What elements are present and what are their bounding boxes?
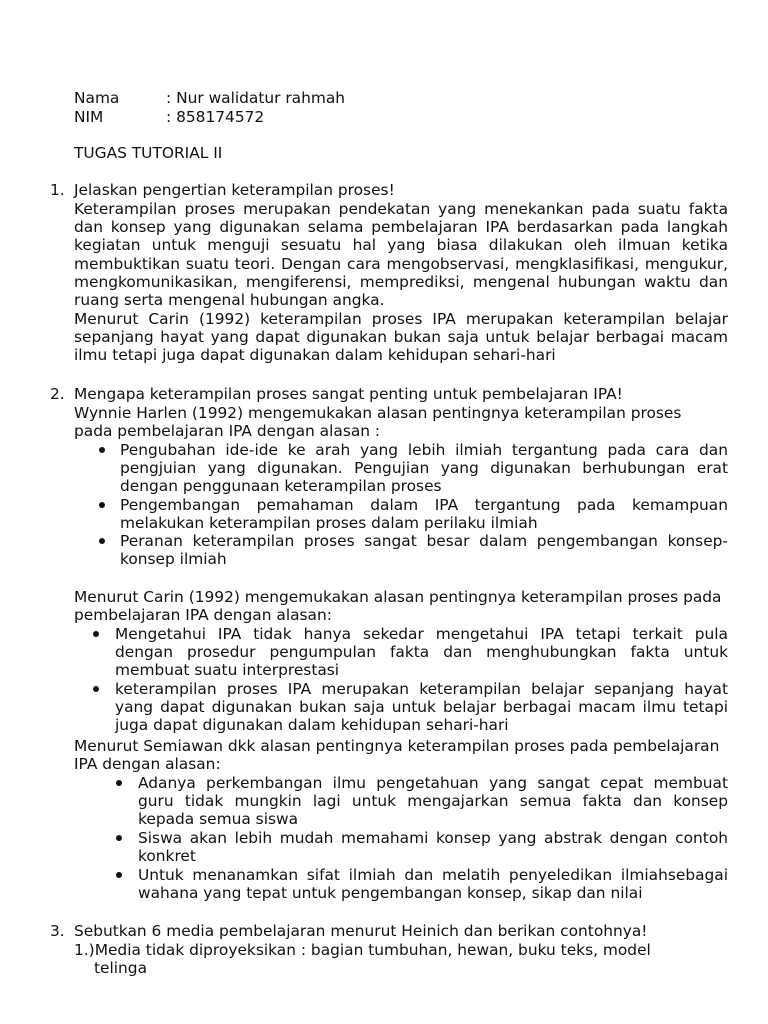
paragraph-line: kegiatan untuk menguji sesuatu hal yang biasa dilakukan oleh ilmuan ketika bbox=[74, 236, 728, 254]
list-item-line: Adanya perkembangan ilmu pengetahuan yang sangat cepat membuat bbox=[138, 774, 728, 792]
question-text: Mengapa keterampilan proses sangat penting untuk pembelajaran IPA! bbox=[74, 385, 623, 403]
list-item-line: Untuk menanamkan sifat ilmiah dan melatih penyeledikan ilmiahsebagai bbox=[138, 866, 728, 884]
list-item-line: juga dapat digunakan dalam kehidupan sehari-hari bbox=[115, 716, 509, 734]
nim-value: : 858174572 bbox=[166, 108, 265, 126]
paragraph-line: ruang serta mengenal hubungan angka. bbox=[74, 291, 385, 309]
bullet-icon bbox=[99, 502, 105, 508]
bullet-icon bbox=[116, 872, 122, 878]
list-item-line: kepada semua siswa bbox=[138, 810, 299, 828]
paragraph-line: Menurut Semiawan dkk alasan pentingnya keterampilan proses pada pembelajaran bbox=[74, 737, 720, 755]
paragraph-line: Wynnie Harlen (1992) mengemukakan alasan pentingnya keterampilan proses bbox=[74, 404, 682, 422]
list-item-line: wahana yang tepat untuk pengembangan konsep, sikap dan nilai bbox=[138, 884, 643, 902]
bullet-icon bbox=[116, 780, 122, 786]
list-item-line: melakukan keterampilan proses dalam perilaku ilmiah bbox=[120, 514, 538, 532]
page-title: TUGAS TUTORIAL II bbox=[74, 144, 223, 162]
nim-label: NIM bbox=[74, 108, 104, 126]
bullet-icon bbox=[99, 538, 105, 544]
nama-label: Nama bbox=[74, 89, 120, 107]
paragraph-line: Menurut Carin (1992) keterampilan proses IPA merupakan keterampilan belajar bbox=[74, 310, 728, 328]
bullet-icon bbox=[99, 447, 105, 453]
paragraph-line: pembelajaran IPA dengan alasan: bbox=[74, 606, 332, 624]
paragraph-line: membuktikan suatu teori. Dengan cara mengobservasi, mengklasifikasi, mengukur, bbox=[74, 255, 728, 273]
list-item-line: konkret bbox=[138, 847, 196, 865]
paragraph-line: ilmu tetapi juga dapat digunakan dalam kehidupan sehari-hari bbox=[74, 346, 556, 364]
list-item-line: konsep ilmiah bbox=[120, 550, 227, 568]
paragraph-line: Menurut Carin (1992) mengemukakan alasan pentingnya keterampilan proses pada bbox=[74, 588, 722, 606]
list-item-line: 1.)Media tidak diproyeksikan : bagian tumbuhan, hewan, buku teks, model bbox=[74, 941, 651, 959]
list-item-line: Siswa akan lebih mudah memahami konsep yang abstrak dengan contoh bbox=[138, 829, 728, 847]
list-item-line: Pengubahan ide-ide ke arah yang lebih ilmiah tergantung pada cara dan bbox=[120, 441, 728, 459]
bullet-icon bbox=[116, 835, 122, 841]
list-item-line: Peranan keterampilan proses sangat besar dalam pengembangan konsep- bbox=[120, 532, 728, 550]
question-text: Jelaskan pengertian keterampilan proses! bbox=[74, 181, 395, 199]
question-number: 1. bbox=[50, 181, 65, 199]
paragraph-line: sepanjang hayat yang dapat digunakan bukan saja untuk belajar berbagai macam bbox=[74, 328, 728, 346]
paragraph-line: pada pembelajaran IPA dengan alasan : bbox=[74, 422, 381, 440]
list-item-line: keterampilan proses IPA merupakan keterampilan belajar sepanjang hayat bbox=[115, 680, 728, 698]
paragraph-line: IPA dengan alasan: bbox=[74, 755, 221, 773]
list-item-line: yang dapat digunakan bukan saja untuk belajar berbagai macam ilmu tetapi bbox=[115, 698, 728, 716]
list-item-line: pengjuian yang digunakan. Pengujian yang digunakan berhubungan erat bbox=[120, 459, 728, 477]
question-text: Sebutkan 6 media pembelajaran menurut Heinich dan berikan contohnya! bbox=[74, 922, 648, 940]
question-number: 3. bbox=[50, 922, 65, 940]
bullet-icon bbox=[93, 631, 99, 637]
nama-value: : Nur walidatur rahmah bbox=[166, 89, 346, 107]
paragraph-line: Keterampilan proses merupakan pendekatan yang menekankan pada suatu fakta bbox=[74, 200, 728, 218]
paragraph-line: mengkomunikasikan, mengiferensi, memprediksi, mengenal hubungan waktu dan bbox=[74, 273, 728, 291]
list-item-line: Mengetahui IPA tidak hanya sekedar mengetahui IPA tetapi terkait pula bbox=[115, 625, 728, 643]
bullet-icon bbox=[93, 686, 99, 692]
list-item-line: telinga bbox=[94, 959, 148, 977]
question-number: 2. bbox=[50, 385, 65, 403]
list-item-line: membuat suatu interprestasi bbox=[115, 661, 340, 679]
paragraph-line: dan konsep yang digunakan selama pembelajaran IPA berdasarkan pada langkah bbox=[74, 218, 728, 236]
list-item-line: dengan prosedur pengumpulan fakta dan menghubungkan fakta untuk bbox=[115, 643, 728, 661]
list-item-line: Pengembangan pemahaman dalam IPA tergantung pada kemampuan bbox=[120, 496, 728, 514]
list-item-line: guru tidak mungkin lagi untuk mengajarkan semua fakta dan konsep bbox=[138, 792, 728, 810]
list-item-line: dengan penggunaan keterampilan proses bbox=[120, 477, 442, 495]
